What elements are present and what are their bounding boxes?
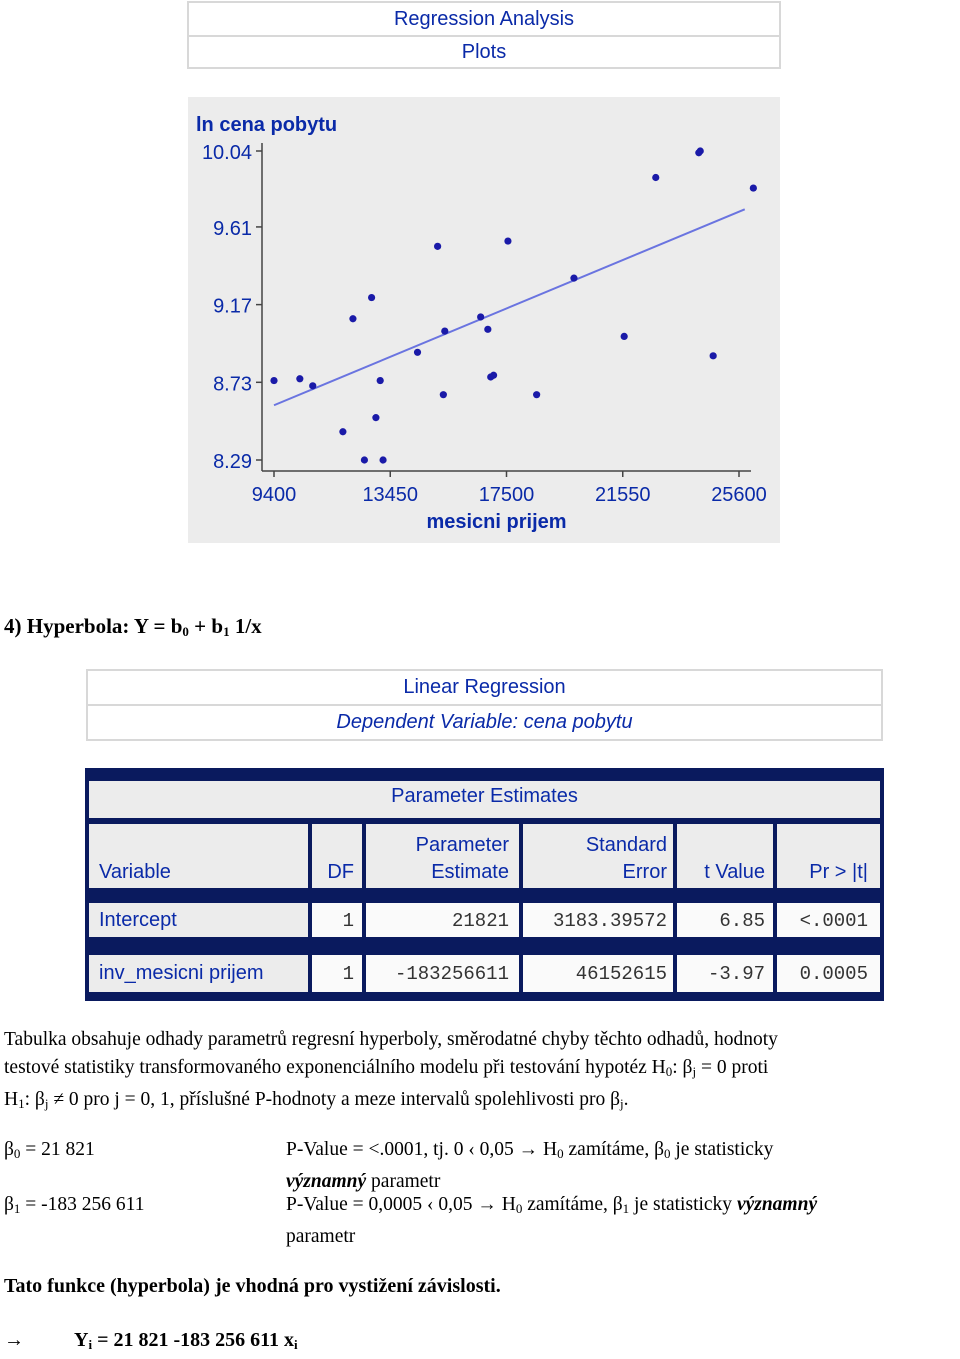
data-point bbox=[652, 174, 659, 181]
row-intercept-variable: Intercept bbox=[89, 903, 308, 937]
data-point bbox=[533, 391, 540, 398]
header-std-error: Standard Error bbox=[523, 824, 673, 888]
scatter-chart bbox=[188, 97, 780, 543]
plots-title-box bbox=[187, 35, 781, 69]
data-point bbox=[372, 414, 379, 421]
row-intercept-estimate: 21821 bbox=[366, 903, 519, 937]
explanation-paragraph bbox=[4, 1026, 960, 1118]
data-point bbox=[697, 147, 704, 154]
x-axis-label: mesicni prijem bbox=[426, 511, 567, 533]
header-t-value: t Value bbox=[677, 824, 773, 888]
row-intercept-std-error: 3183.39572 bbox=[523, 903, 673, 937]
arrow-icon: → bbox=[4, 1329, 24, 1351]
x-tick-label: 25600 bbox=[711, 484, 767, 506]
row-intercept-df: 1 bbox=[312, 903, 362, 937]
row-inv-df: 1 bbox=[312, 955, 362, 992]
data-point bbox=[309, 382, 316, 389]
beta1-label: $\beta_1 = -183$ 256 611 bbox=[4, 1194, 145, 1216]
data-point bbox=[750, 184, 757, 191]
linear-regression-box bbox=[86, 669, 883, 706]
header-estimate: Parameter Estimate bbox=[366, 824, 519, 888]
data-point bbox=[504, 237, 511, 244]
data-point bbox=[349, 315, 356, 322]
final-equation: → $Y_i = 21$ 821 -183 256 611 $x_i$ bbox=[4, 1326, 298, 1359]
x-tick-label: 17500 bbox=[478, 484, 535, 506]
table-title: Parameter Estimates bbox=[89, 781, 880, 818]
row-inv-t-value: -3.97 bbox=[677, 955, 773, 992]
chart-svg bbox=[188, 97, 780, 543]
y-tick-label: 8.29 bbox=[213, 451, 252, 473]
linear-regression-title: Linear Regression bbox=[403, 676, 566, 698]
data-point bbox=[361, 456, 368, 463]
conclusion: Tato funkce (hyperbola) je vhodná pro vystižení závislosti. bbox=[4, 1275, 501, 1297]
data-point bbox=[710, 352, 717, 359]
data-point bbox=[490, 372, 497, 379]
y-axis-label: ln cena pobytu bbox=[196, 114, 338, 136]
x-tick-label: 13450 bbox=[362, 484, 419, 506]
row-intercept-p-value: <.0001 bbox=[777, 903, 880, 937]
y-tick-label: 10.04 bbox=[201, 142, 252, 164]
data-point bbox=[570, 275, 577, 282]
y-tick-label: 8.73 bbox=[213, 373, 252, 396]
parameter-estimates-table bbox=[85, 768, 884, 1001]
data-point bbox=[441, 328, 448, 335]
report-title-box bbox=[187, 1, 781, 37]
explanation-line-2: testové statistiky transformovaného exponenciálního modelu při testování hypotéz $H_0$: $\beta_j = 0$ proti bbox=[4, 1057, 769, 1079]
row-inv-estimate: -183256611 bbox=[366, 955, 519, 992]
data-point bbox=[270, 377, 277, 384]
report-title: Regression Analysis bbox=[393, 8, 575, 30]
data-point bbox=[484, 326, 491, 333]
data-point bbox=[621, 333, 628, 340]
plots-title: Plots bbox=[461, 41, 507, 63]
data-point bbox=[440, 391, 447, 398]
section-heading: 4) Hyperbola: $Y = b_0 + b_1$ 1/x bbox=[4, 614, 262, 639]
explanation-line-1: Tabulka obsahuje odhady parametrů regresní hyperboly, směrodatné chyby těchto odhadů, hodnoty bbox=[4, 1029, 778, 1050]
row-inv-variable: inv_mesicni prijem bbox=[89, 955, 308, 992]
data-point bbox=[296, 375, 303, 382]
y-tick-label: 9.17 bbox=[213, 295, 252, 318]
beta0-text: P-Value = <.0001, tj. 0 ‹ $0,05 \to H_0$ zamítáme, $\beta_0$ je statisticky významný parametr bbox=[286, 1139, 774, 1192]
data-point bbox=[379, 456, 386, 463]
row-inv-std-error: 46152615 bbox=[523, 955, 673, 992]
dependent-variable-label: Dependent Variable: cena pobytu bbox=[336, 711, 633, 733]
header-p-value: Pr > |t| bbox=[777, 824, 880, 888]
y-tick-label: 9.61 bbox=[213, 217, 252, 240]
x-tick-label: 21550 bbox=[594, 484, 651, 506]
header-df: DF bbox=[312, 824, 362, 888]
data-point bbox=[477, 313, 484, 320]
data-point bbox=[434, 243, 441, 250]
data-point bbox=[368, 294, 375, 301]
row-intercept-t-value: 6.85 bbox=[677, 903, 773, 937]
dependent-variable-box bbox=[86, 704, 883, 741]
data-point bbox=[414, 349, 421, 356]
row-inv-p-value: 0.0005 bbox=[777, 955, 880, 992]
data-point bbox=[339, 428, 346, 435]
beta1-text: P-Value = 0,0005 ‹ $0,05 \to H_0$ zamítáme, $\beta_1$ je statisticky významný parametr bbox=[286, 1194, 818, 1247]
data-point bbox=[377, 377, 384, 384]
explanation-line-3: $H_1$: $\beta_j \ne 0$ pro j = 0, 1, příslušné P-hodnoty a meze intervalů spolehlivosti pro $\beta_j$. bbox=[4, 1089, 629, 1111]
x-tick-label: 9400 bbox=[251, 484, 297, 506]
header-variable: Variable bbox=[89, 824, 308, 888]
beta0-label: $\beta_0 = 21$ 821 bbox=[4, 1139, 95, 1161]
